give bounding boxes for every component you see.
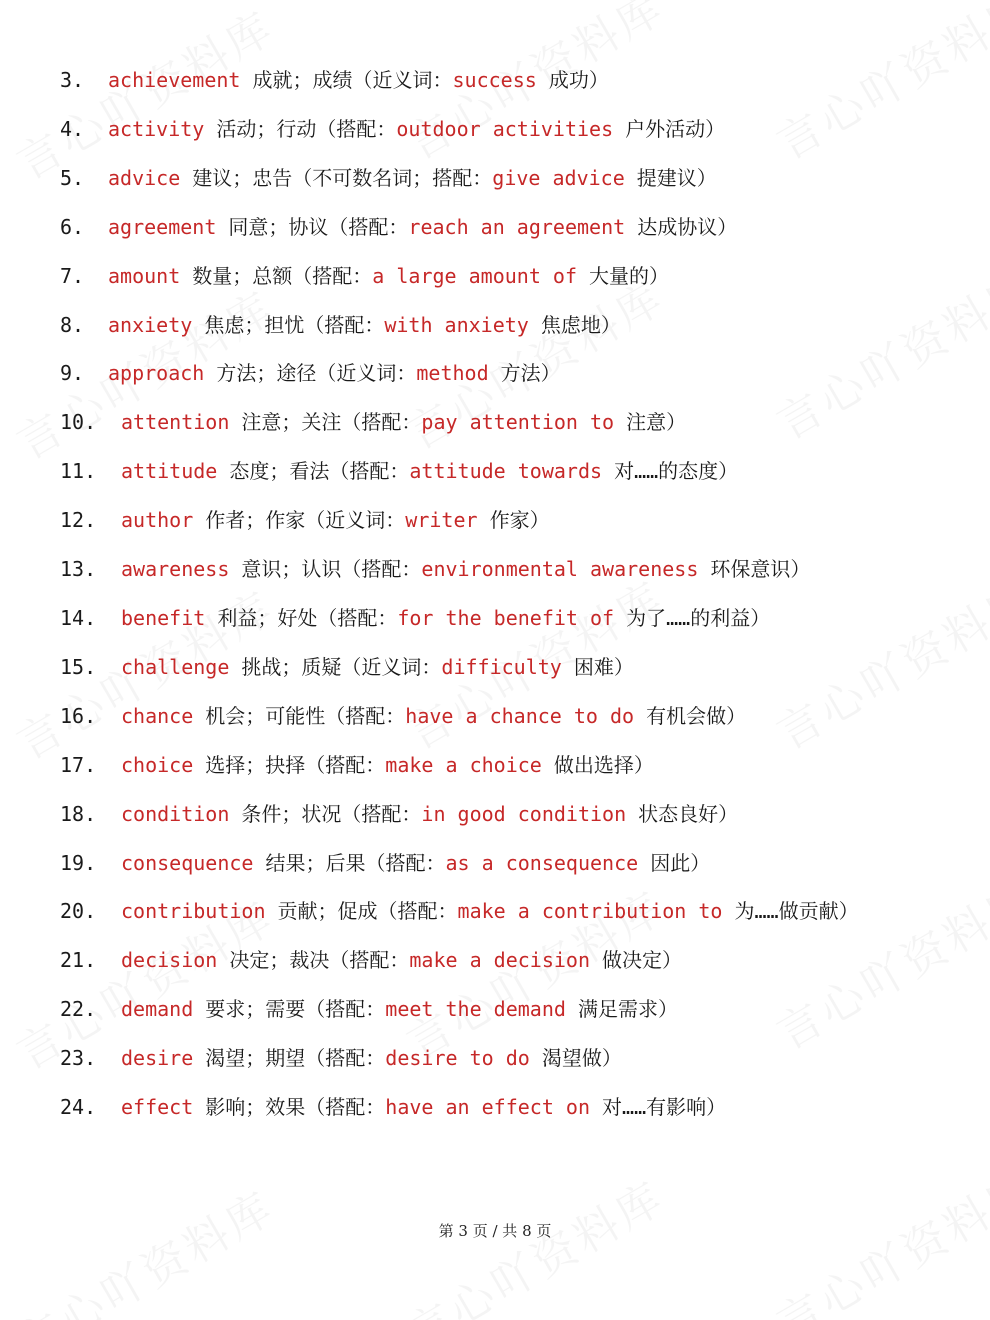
vocab-entry — [60, 1034, 950, 1083]
entry-phrase-meaning: 成功） — [548, 68, 609, 92]
entry-meaning: 活动；行动（搭配： — [216, 116, 397, 141]
entry-phrase: method — [416, 361, 489, 386]
entry-number: 5. — [60, 165, 85, 190]
entry-number: 15. — [60, 654, 97, 679]
entry-meaning: 贡献；促成（搭配： — [277, 899, 458, 924]
entry-meaning: 方法；途径（近义词： — [216, 361, 417, 386]
entry-phrase: give advice — [492, 165, 625, 190]
entry-phrase-meaning: 渴望做） — [541, 1046, 622, 1071]
entry-word: challenge — [121, 654, 230, 679]
entry-meaning: 决定；裁决（搭配： — [229, 948, 410, 973]
watermark — [3, 1172, 284, 1320]
entry-phrase: make a contribution to — [457, 899, 723, 924]
entry-meaning: 利益；好处（搭配： — [217, 605, 398, 630]
entry-phrase: in good condition — [421, 801, 627, 826]
vocab-entry — [60, 887, 950, 936]
vocab-entry — [60, 1083, 950, 1132]
entry-word: awareness — [121, 557, 230, 582]
page-footer: 第 3 页 / 共 8 页 — [438, 1222, 552, 1240]
vocab-entry — [60, 936, 950, 985]
vocab-entry — [60, 203, 950, 252]
entry-word: activity — [108, 116, 205, 141]
entry-phrase: a large amount of — [372, 263, 577, 288]
entry-phrase: success — [452, 68, 537, 92]
vocab-entry — [60, 252, 950, 301]
entry-meaning: 作者；作家（近义词： — [205, 508, 406, 533]
entry-word: decision — [121, 948, 218, 973]
entry-number: 20. — [60, 899, 97, 924]
vocab-entry — [60, 741, 950, 790]
entry-phrase-meaning: 方法） — [500, 361, 561, 386]
entry-phrase: have a chance to do — [405, 703, 635, 728]
entry-phrase: outdoor activities — [396, 116, 614, 141]
entry-phrase: pay attention to — [421, 410, 615, 435]
entry-number: 6. — [60, 214, 85, 239]
entry-meaning: 注意；关注（搭配： — [241, 410, 422, 435]
entry-word: author — [121, 508, 194, 533]
entry-word: contribution — [121, 899, 266, 924]
entry-phrase-meaning: 因此） — [650, 850, 711, 875]
entry-number: 8. — [60, 312, 85, 337]
entry-meaning: 同意；协议（搭配： — [228, 214, 409, 239]
vocab-entry — [60, 447, 950, 496]
entry-number: 24. — [60, 1095, 97, 1120]
entry-word: desire — [121, 1046, 194, 1071]
vocab-entry — [60, 496, 950, 545]
entry-number: 13. — [60, 557, 97, 582]
entry-number: 21. — [60, 948, 97, 973]
entry-meaning: 成就；成绩（近义词： — [252, 68, 453, 92]
entry-number: 19. — [60, 850, 97, 875]
vocabulary-list — [60, 56, 950, 1132]
entry-meaning: 渴望；期望（搭配： — [205, 1046, 386, 1071]
entry-number: 16. — [60, 703, 97, 728]
entry-meaning: 机会；可能性（搭配： — [205, 703, 406, 728]
entry-word: chance — [121, 703, 194, 728]
vocab-entry — [60, 398, 950, 447]
entry-number: 17. — [60, 752, 97, 777]
entry-phrase-meaning: 有机会做） — [646, 703, 747, 728]
entry-word: amount — [108, 263, 181, 288]
entry-number: 10. — [60, 410, 97, 435]
entry-word: agreement — [108, 214, 217, 239]
entry-phrase-meaning: 提建议） — [636, 165, 717, 190]
entry-phrase-meaning: 满足需求） — [577, 997, 678, 1022]
entry-phrase-meaning: 困难） — [573, 654, 634, 679]
vocab-entry — [60, 545, 950, 594]
vocab-entry — [60, 692, 950, 741]
entry-meaning: 数量；总额（搭配： — [192, 263, 373, 288]
entry-meaning: 结果；后果（搭配： — [265, 850, 446, 875]
entry-number: 3. — [60, 68, 85, 92]
entry-phrase-meaning: 环保意识） — [710, 557, 811, 582]
entry-phrase: make a choice — [385, 752, 542, 777]
entry-word: attention — [121, 410, 230, 435]
entry-phrase-meaning: 做出选择） — [553, 752, 654, 777]
watermark — [393, 1162, 674, 1320]
entry-word: advice — [108, 165, 181, 190]
entry-phrase-meaning: 作家） — [489, 508, 550, 533]
vocab-entry — [60, 790, 950, 839]
entry-number: 22. — [60, 997, 97, 1022]
entry-word: achievement — [108, 68, 241, 92]
entry-phrase-meaning: 状态良好） — [638, 801, 739, 826]
vocab-entry — [60, 301, 950, 350]
vocab-entry — [60, 839, 950, 888]
entry-number: 4. — [60, 116, 85, 141]
entry-word: effect — [121, 1095, 194, 1120]
entry-phrase: make a decision — [409, 948, 590, 973]
entry-meaning: 焦虑；担忧（搭配： — [204, 312, 385, 337]
entry-meaning: 条件；状况（搭配： — [241, 801, 422, 826]
entry-word: attitude — [121, 459, 218, 484]
entry-phrase: have an effect on — [385, 1095, 590, 1120]
vocab-entry — [60, 594, 950, 643]
vocab-entry — [60, 349, 950, 398]
entry-number: 7. — [60, 263, 85, 288]
entry-phrase-meaning: 为了……的利益） — [626, 605, 771, 630]
entry-phrase: for the benefit of — [397, 605, 615, 630]
entry-phrase: attitude towards — [409, 459, 603, 484]
entry-phrase: meet the demand — [385, 997, 566, 1022]
entry-word: demand — [121, 997, 194, 1022]
vocab-entry — [60, 985, 950, 1034]
entry-phrase: with anxiety — [384, 312, 529, 337]
entry-phrase: desire to do — [385, 1046, 530, 1071]
entry-phrase-meaning: 达成协议） — [637, 214, 738, 239]
entry-phrase-meaning: 注意） — [626, 410, 687, 435]
entry-phrase-meaning: 对……有影响） — [602, 1095, 727, 1120]
entry-word: benefit — [121, 605, 206, 630]
entry-phrase-meaning: 为……做贡献） — [734, 899, 859, 924]
entry-number: 18. — [60, 801, 97, 826]
entry-meaning: 影响；效果（搭配： — [205, 1095, 386, 1120]
entry-phrase-meaning: 焦虑地） — [540, 312, 621, 337]
entry-phrase-meaning: 对……的态度） — [614, 459, 739, 484]
vocab-entry — [60, 154, 950, 203]
entry-word: condition — [121, 801, 230, 826]
entry-word: consequence — [121, 850, 254, 875]
vocab-entry — [60, 56, 950, 105]
vocab-entry — [60, 643, 950, 692]
entry-meaning: 意识；认识（搭配： — [241, 557, 422, 582]
entry-number: 23. — [60, 1046, 97, 1071]
vocab-entry — [60, 105, 950, 154]
entry-phrase-meaning: 做决定） — [602, 948, 683, 973]
entry-meaning: 建议；忠告（不可数名词；搭配： — [192, 165, 493, 190]
entry-number: 9. — [60, 361, 85, 386]
entry-phrase: as a consequence — [445, 850, 639, 875]
entry-phrase: writer — [405, 508, 478, 533]
entry-number: 11. — [60, 459, 97, 484]
entry-number: 12. — [60, 508, 97, 533]
entry-word: choice — [121, 752, 194, 777]
entry-phrase: reach an agreement — [408, 214, 626, 239]
entry-number: 14. — [60, 605, 97, 630]
entry-phrase: environmental awareness — [421, 557, 699, 582]
entry-phrase-meaning: 户外活动） — [625, 116, 726, 141]
entry-phrase: difficulty — [441, 654, 562, 679]
entry-meaning: 要求；需要（搭配： — [205, 997, 386, 1022]
entry-word: anxiety — [108, 312, 193, 337]
entry-meaning: 态度；看法（搭配： — [229, 459, 410, 484]
entry-meaning: 挑战；质疑（近义词： — [241, 654, 442, 679]
entry-phrase-meaning: 大量的） — [589, 263, 670, 288]
entry-meaning: 选择；抉择（搭配： — [205, 752, 386, 777]
entry-word: approach — [108, 361, 205, 386]
